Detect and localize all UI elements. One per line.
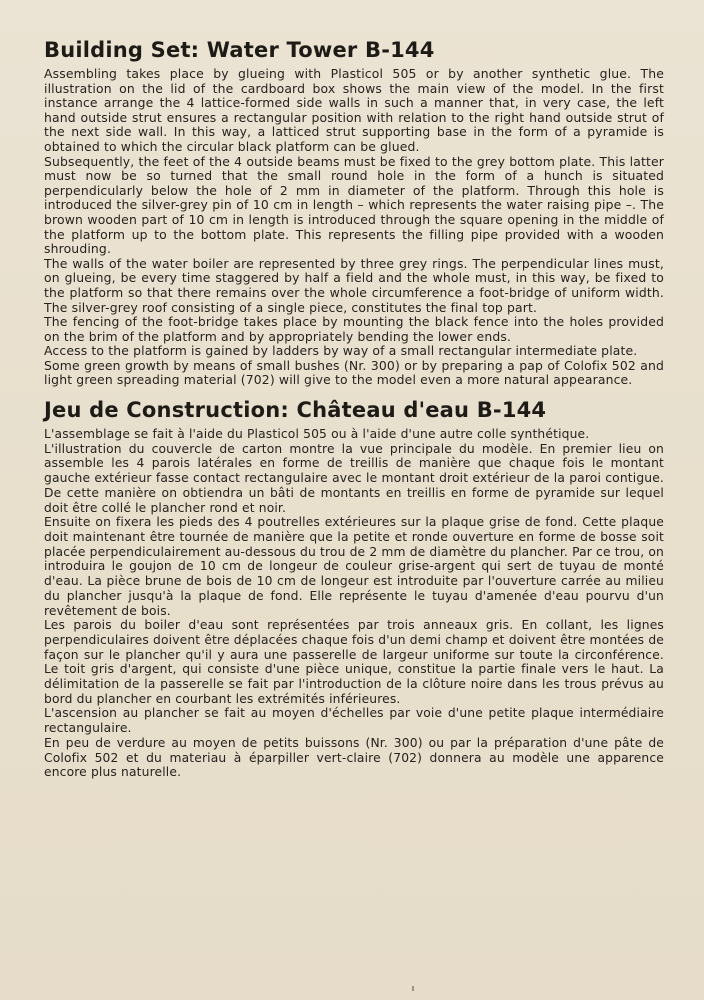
french-paragraph: Les parois du boiler d'eau sont représentées par trois anneaux gris. En collant, les lignes perpendiculaires doivent être déplacées chaque fois d'un demi champ et doivent être montées de façon sur le plancher qu'il y aura une passerelle de largeur uniforme sur toute la circonférence. Le toit gris d'argent, qui consiste d'une pièce unique, constitue la partie finale vers le haut. La délimitation de la passerelle se fait par l'introduction de la clôture noire dans les trous prévus au bord du plancher en courbant les extrémités inférieures. (44, 618, 664, 706)
french-paragraph: L'illustration du couvercle de carton montre la vue principale du modèle. En premier lieu on assemble les 4 parois latérales en forme de treillis de manière que chaque fois le montant gauche extérieur fasse contact rectangulaire avec le montant droit extérieur de la paroi contigue. De cette manière on obtiendra un bâti de montants en treillis en forme de pyramide sur lequel doit être collé le plancher rond et noir. (44, 441, 664, 515)
french-paragraph: Ensuite on fixera les pieds des 4 poutrelles extérieures sur la plaque grise de fond. Cette plaque doit maintenant être tournée de manière que la petite et ronde ouverture en forme de bosse soit placée perpendiculairement au-dessous du trou de 2 mm de diamètre du plancher. Par ce trou, on introduira le goujon de 10 cm de longeur de couleur grise-argent qui sert de tuyau de monté d'eau. La pièce brune de bois de 10 cm de longeur est introduite par l'ouverture carrée au milieu du plancher jusqu'à la plaque de fond. Elle représente le tuyau d'amenée d'eau pourvu d'un revêtement de bois. (44, 515, 664, 618)
english-paragraph: The walls of the water boiler are represented by three grey rings. The perpendicular lines must, on glueing, be every time staggered by half a field and the whole must, in this way, be fixed to the platform so that there remains over the whole circumference a foot-bridge of uniform width. The silver-grey roof consisting of a single piece, constitutes the final top part. (44, 255, 664, 315)
french-paragraph: L'ascension au plancher se fait au moyen d'échelles par voie d'une petite plaque intermédiaire rectangulaire. (44, 706, 664, 736)
english-paragraph: The fencing of the foot-bridge takes place by mounting the black fence into the holes provided on the brim of the platform and by appropriately bending the lower ends. (44, 314, 664, 344)
english-paragraph: Subsequently, the feet of the 4 outside beams must be fixed to the grey bottom plate. This latter must now be so turned that the small round hole in the form of a hunch is situated perpendicularly below the hole of 2 mm in diameter of the platform. Through this hole is introduced the silver-grey pin of 10 cm in length – which represents the water raising pipe –. The brown wooden part of 10 cm in length is introduced through the square opening in the middle of the platform up to the bottom plate. This represents the filling pipe provided with a wooden shrouding. (44, 153, 664, 257)
english-paragraph: Access to the platform is gained by ladders by way of a small rectangular intermediate plate. (44, 343, 638, 359)
french-paragraph: En peu de verdure au moyen de petits buissons (Nr. 300) ou par la préparation d'une pâte de Colofix 502 et du materiau à éparpiller vert-claire (702) donnera au modèle une apparence encore plus naturelle. (44, 735, 664, 780)
english-paragraph: Assembling takes place by glueing with Plasticol 505 or by another synthetic glue. The illustration on the lid of the cardboard box shows the main view of the model. In the first instance arrange the 4 lattice-formed side walls in such a manner that, in very case, the left hand outside strut ensures a rectangular position with relation to the right hand outside strut of the next side wall. In this way, a latticed strut supporting base in the form of a pyramide is obtained to which the circular black platform can be glued. (44, 66, 664, 154)
english-paragraph: Some green growth by means of small bushes (Nr. 300) or by preparing a pap of Colofix 502 and light green spreading material (702) will give to the model even a more natural appearance. (44, 357, 664, 388)
french-paragraph: L'assemblage se fait à l'aide du Plasticol 505 ou à l'aide d'une autre colle synthétique. (44, 427, 590, 442)
english-section (44, 36, 664, 388)
english-title: Building Set: Water Tower B-144 (44, 38, 435, 62)
document-body (44, 36, 664, 780)
french-title: Jeu de Construction: Château d'eau B-144 (44, 398, 547, 423)
french-section (44, 396, 664, 780)
paper-speck (412, 986, 414, 991)
